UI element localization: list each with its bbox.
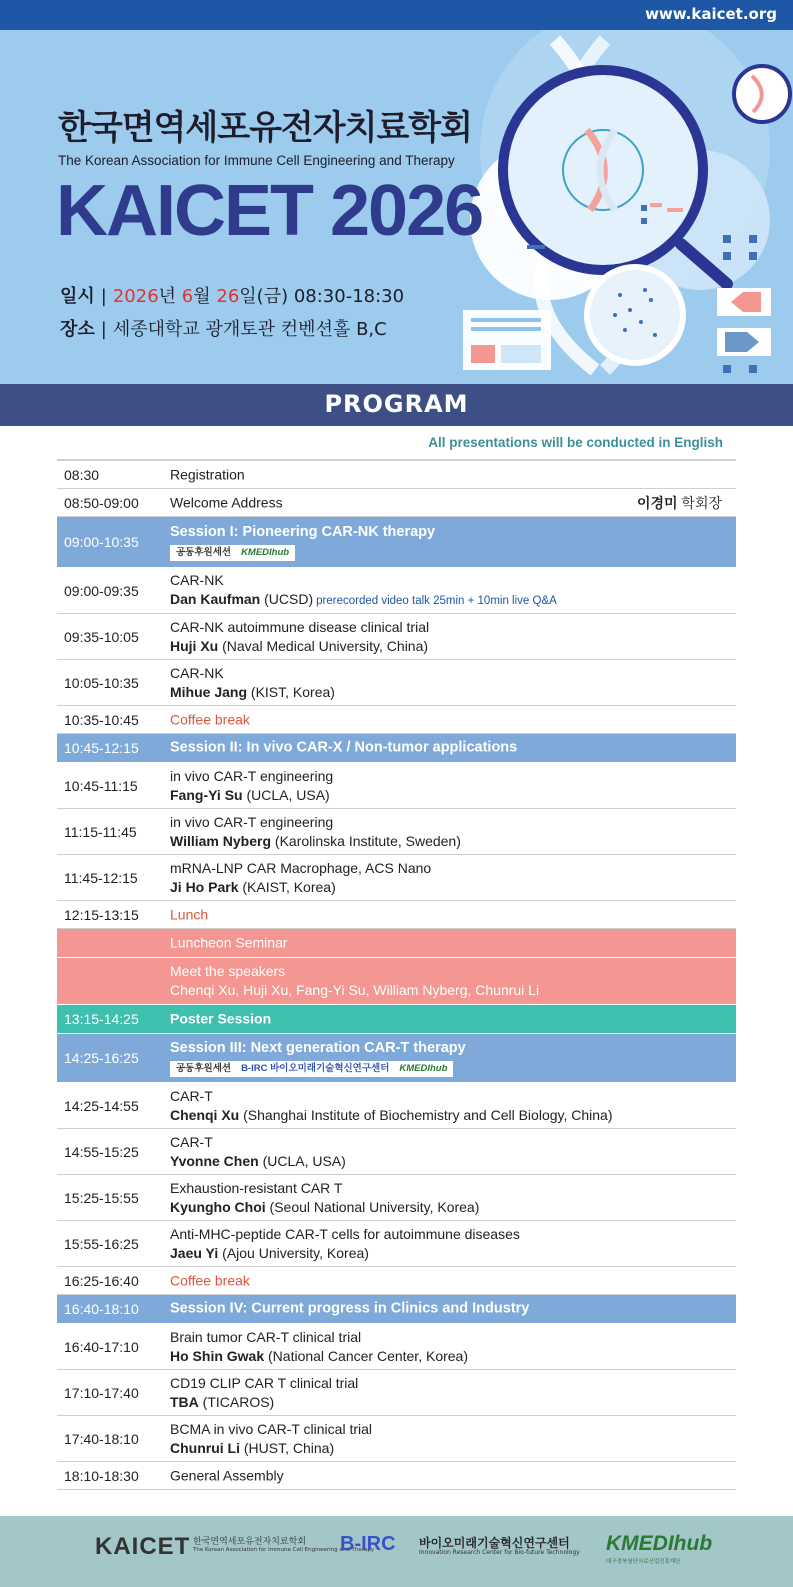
date-month-unit: 월 — [193, 286, 217, 307]
time-slot: 16:40-18:10 — [64, 1301, 139, 1317]
row-content — [170, 1010, 271, 1029]
speaker-name: Huji Xu — [170, 637, 219, 654]
seminar-title: Meet the speakers — [170, 963, 286, 979]
kmedi-logo: KMEDIhub — [606, 1532, 713, 1555]
program-table — [57, 459, 736, 1490]
speaker-line — [170, 1152, 346, 1171]
speaker-line — [170, 683, 335, 702]
break-label: Coffee break — [170, 1272, 250, 1288]
time-slot: 09:00-09:35 — [64, 582, 139, 599]
event-title: KAICET 2026 — [56, 171, 483, 251]
speaker-affiliation: (UCLA, USA) — [258, 1152, 346, 1169]
program-row — [57, 461, 736, 489]
time-slot: 12:15-13:15 — [64, 906, 139, 923]
speaker-affiliation: (UCSD) — [260, 590, 314, 607]
speaker-line — [170, 1244, 520, 1263]
talk-topic: Exhaustion-resistant CAR T — [170, 1179, 343, 1196]
agenda-item: Welcome Address — [170, 494, 283, 510]
speaker-name: Ho Shin Gwak — [170, 1347, 265, 1364]
time-slot: 14:55-15:25 — [64, 1143, 139, 1160]
row-content — [170, 1087, 613, 1125]
speaker-affiliation: (KAIST, Korea) — [238, 878, 336, 895]
speaker-affiliation: (Karolinska Institute, Sweden) — [271, 832, 461, 849]
agenda-item: General Assembly — [170, 1467, 284, 1483]
talk-topic: CAR-NK — [170, 571, 224, 588]
co-sponsor-label: 공동후원세션 — [176, 1063, 232, 1074]
time-slot: 08:30 — [64, 466, 100, 483]
time-slot: 13:15-14:25 — [64, 1011, 139, 1027]
program-row — [57, 1370, 736, 1416]
row-content — [170, 1039, 466, 1077]
program-row — [57, 855, 736, 901]
speaker-name: Fang-Yi Su — [170, 786, 243, 803]
row-content — [170, 1328, 468, 1366]
poster-session-label: Poster Session — [170, 1010, 272, 1027]
time-slot: 08:50-09:00 — [64, 494, 139, 511]
program-row — [57, 1267, 736, 1295]
date-day: 26 — [216, 286, 240, 307]
speaker-affiliation: (National Cancer Center, Korea) — [264, 1347, 468, 1364]
talk-topic: BCMA in vivo CAR-T clinical trial — [170, 1420, 373, 1437]
speaker-name: Mihue Jang — [170, 683, 248, 700]
speaker-line — [170, 1106, 613, 1125]
talk-topic: CAR-NK — [170, 664, 224, 681]
row-content — [170, 962, 539, 1000]
time-slot: 10:45-11:15 — [64, 777, 138, 794]
footer-sponsors — [0, 1516, 793, 1587]
speaker-name: Jaeu Yi — [170, 1244, 219, 1261]
speaker-affiliation: (KIST, Korea) — [247, 683, 335, 700]
speaker-affiliation: (HUST, China) — [240, 1439, 335, 1456]
row-content — [170, 1374, 358, 1412]
row-content — [170, 1133, 346, 1171]
top-bar — [0, 0, 793, 30]
program-row — [57, 1175, 736, 1221]
talk-topic: Brain tumor CAR-T clinical trial — [170, 1328, 362, 1345]
row-content — [170, 1179, 479, 1217]
date-rest: 일(금) 08:30-18:30 — [239, 286, 405, 307]
row-content — [170, 523, 435, 561]
date-month: 6 — [181, 286, 194, 307]
co-sponsor-label: 공동후원세션 — [176, 547, 232, 558]
speaker-name: Ji Ho Park — [170, 878, 239, 895]
row-content — [170, 710, 250, 729]
row-content — [170, 813, 461, 851]
row-content — [170, 934, 288, 953]
speaker-affiliation: (Ajou University, Korea) — [218, 1244, 369, 1261]
time-slot: 14:25-16:25 — [64, 1050, 139, 1066]
time-slot: 10:05-10:35 — [64, 674, 139, 691]
venue-label: 장소 — [60, 319, 95, 340]
time-slot: 17:40-18:10 — [64, 1430, 139, 1447]
talk-topic: Anti-MHC-peptide CAR-T cells for autoimmune diseases — [170, 1225, 520, 1242]
talk-topic: CAR-T — [170, 1087, 213, 1104]
agenda-item: Registration — [170, 466, 245, 482]
row-content — [170, 1420, 372, 1458]
speaker-affiliation: (TICAROS) — [198, 1393, 275, 1410]
president-credit — [637, 493, 722, 513]
row-content — [170, 1225, 520, 1263]
program-row — [57, 706, 736, 734]
row-content — [170, 465, 245, 484]
time-slot: 16:25-16:40 — [64, 1272, 139, 1289]
session-title: Session I: Pioneering CAR-NK therapy — [170, 524, 436, 540]
program-row — [57, 1005, 736, 1034]
program-row — [57, 614, 736, 660]
row-content — [170, 767, 333, 805]
talk-topic: CAR-T — [170, 1133, 213, 1150]
program-row — [57, 901, 736, 929]
row-content — [170, 1300, 529, 1319]
program-row — [57, 734, 736, 763]
time-slot: 17:10-17:40 — [64, 1384, 139, 1401]
program-row — [57, 517, 736, 568]
time-slot: 10:35-10:45 — [64, 711, 139, 728]
speaker-affiliation: (Shanghai Institute of Biochemistry and Cell Biology, China) — [239, 1106, 613, 1123]
speaker-line — [170, 832, 461, 851]
row-content — [170, 664, 335, 702]
time-slot: 18:10-18:30 — [64, 1467, 139, 1484]
talk-topic: CD19 CLIP CAR T clinical trial — [170, 1374, 359, 1391]
time-slot: 16:40-17:10 — [64, 1338, 139, 1355]
speaker-name: Kyungho Choi — [170, 1198, 266, 1215]
kmedi-sponsor-logo: KMEDIhub — [399, 1063, 448, 1074]
program-row — [57, 1324, 736, 1370]
time-slot: 10:45-12:15 — [64, 740, 139, 756]
birc-sponsor-logo: B-IRC 바이오미래기술혁신연구센터 — [241, 1063, 390, 1074]
talk-format-note: prerecorded video talk 25min + 10min live Q&A — [316, 594, 557, 607]
row-content — [170, 618, 429, 656]
program-header — [0, 384, 793, 426]
break-label: Lunch — [170, 906, 209, 922]
program-heading: PROGRAM — [324, 390, 469, 418]
time-slot: 14:25-14:55 — [64, 1097, 139, 1114]
time-slot: 11:45-12:15 — [64, 869, 138, 886]
kaicet-logo-korean: 한국면역세포유전자치료학회 — [193, 1537, 307, 1547]
speaker-line — [170, 1347, 468, 1366]
website-link[interactable]: www.kaicet.org — [645, 5, 777, 23]
date-year-unit: 년 — [158, 286, 182, 307]
society-title-korean: 한국면역세포유전자치료학회 — [58, 108, 472, 148]
dna-magnifier-illustration — [455, 30, 793, 388]
row-content — [170, 1466, 284, 1485]
co-sponsor-badge — [170, 545, 295, 561]
date-label: 일시 — [60, 286, 95, 307]
speaker-line — [170, 1198, 479, 1217]
time-slot: 15:25-15:55 — [64, 1189, 139, 1206]
time-slot: 09:35-10:05 — [64, 628, 139, 645]
session-title: Session IV: Current progress in Clinics and Industry — [170, 1300, 530, 1317]
event-date: 일시 | 2026년 6월 26일(금) 08:30-18:30 — [60, 286, 405, 307]
session-title: Session III: Next generation CAR-T therapy — [170, 1040, 466, 1056]
date-year: 2026 — [112, 286, 159, 307]
speaker-name: TBA — [170, 1393, 199, 1410]
row-content — [170, 739, 517, 758]
speaker-line — [170, 786, 333, 805]
session-title: Session II: In vivo CAR-X / Non-tumor applications — [170, 739, 518, 756]
talk-topic: CAR-NK autoimmune disease clinical trial — [170, 618, 430, 635]
president-name: 이경미 — [636, 494, 678, 511]
speaker-affiliation: (Naval Medical University, China) — [218, 637, 429, 654]
speaker-affiliation: (UCLA, USA) — [242, 786, 330, 803]
time-slot: 09:00-10:35 — [64, 534, 139, 550]
speaker-line — [170, 590, 557, 611]
speaker-name: Chenqi Xu — [170, 1106, 240, 1123]
kaicet-logo-english: The Korean Association for Immune Cell Engineering and Therapy — [193, 1547, 375, 1553]
talk-topic: mRNA-LNP CAR Macrophage, ACS Nano — [170, 859, 432, 876]
birc-logo-korean: 바이오미래기술혁신연구센터 — [419, 1536, 570, 1550]
speaker-line — [170, 1393, 358, 1412]
speaker-affiliation: (Seoul National University, Korea) — [265, 1198, 480, 1215]
program-row — [57, 1221, 736, 1267]
kaicet-logo: KAICET — [95, 1533, 191, 1560]
kmedi-sponsor-logo: KMEDIhub — [241, 547, 290, 558]
speaker-line — [170, 637, 429, 656]
speaker-name: Dan Kaufman — [170, 590, 261, 607]
speaker-line — [170, 878, 431, 897]
society-title-english: The Korean Association for Immune Cell Engineering and Therapy — [58, 153, 455, 168]
row-content — [170, 859, 431, 897]
president-role: 학회장 — [677, 494, 722, 511]
speaker-name: Chunrui Li — [170, 1439, 240, 1456]
kmedi-logo-korean: 대구경북첨단의료산업진흥재단 — [606, 1559, 681, 1565]
co-sponsor-badge — [170, 1061, 453, 1077]
row-content — [170, 905, 208, 924]
birc-logo-english: Innovation Research Center for Bio-future Technology — [419, 1549, 580, 1556]
program-row — [57, 958, 736, 1005]
speaker-name: Yvonne Chen — [170, 1152, 259, 1169]
program-row — [57, 1034, 736, 1083]
time-slot: 11:15-11:45 — [64, 823, 137, 840]
program-row — [57, 1416, 736, 1462]
program-row — [57, 1295, 736, 1324]
seminar-speakers: Chenqi Xu, Huji Xu, Fang-Yi Su, William Nyberg, Chunrui Li — [170, 982, 540, 998]
row-content — [170, 1271, 250, 1290]
program-row — [57, 929, 736, 958]
program-row — [57, 809, 736, 855]
program-row — [57, 1129, 736, 1175]
row-content — [170, 571, 557, 611]
agenda-item: Luncheon Seminar — [170, 934, 288, 951]
hero-banner — [0, 30, 793, 388]
talk-topic: in vivo CAR-T engineering — [170, 813, 334, 830]
venue-text: 세종대학교 광개토관 컨벤션홀 B,C — [112, 319, 387, 340]
program-row — [57, 1083, 736, 1129]
speaker-name: William Nyberg — [170, 832, 272, 849]
row-content — [170, 493, 283, 512]
birc-logo: B-IRC — [340, 1533, 396, 1555]
break-label: Coffee break — [170, 711, 250, 727]
language-note: All presentations will be conducted in English — [428, 435, 723, 450]
time-slot: 15:55-16:25 — [64, 1235, 139, 1252]
program-row — [57, 763, 736, 809]
program-row — [57, 1462, 736, 1490]
program-row — [57, 660, 736, 706]
program-row — [57, 489, 736, 517]
speaker-line — [170, 1439, 372, 1458]
event-venue: 장소 | 세종대학교 광개토관 컨벤션홀 B,C — [60, 319, 387, 340]
program-row — [57, 568, 736, 614]
talk-topic: in vivo CAR-T engineering — [170, 767, 334, 784]
